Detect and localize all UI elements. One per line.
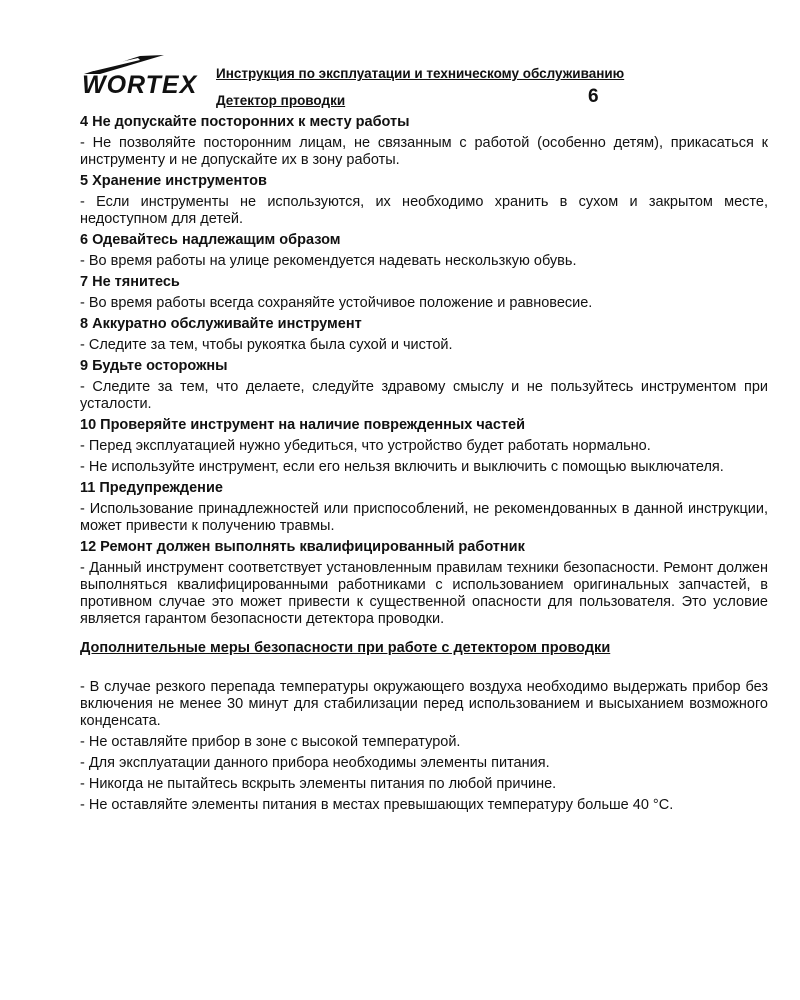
header-title: Инструкция по эксплуатации и техническому обслуживанию [216, 66, 625, 81]
section-heading: 5 Хранение инструментов [80, 173, 267, 189]
additional-paragraph: - Не оставляйте прибор в зоне с высокой температурой. [80, 734, 461, 750]
additional-paragraph: - Для эксплуатации данного прибора необходимы элементы питания. [80, 755, 550, 771]
section-paragraph: - Следите за тем, чтобы рукоятка была сухой и чистой. [80, 337, 453, 353]
section-paragraph: - Следите за тем, что делаете, следуйте здравому смыслу и не пользуйтесь инструментом при усталости. [80, 379, 768, 412]
section-paragraph: - Данный инструмент соответствует установленным правилам техники безопасности. Ремонт должен выполняться квалифицированными работниками с использованием оригинальных запчастей, в противном случае это может привести к существенной опасности для пользователя. Это условие является гарантом безопасности детектора проводки. [80, 560, 768, 627]
section-heading: 10 Проверяйте инструмент на наличие поврежденных частей [80, 417, 526, 433]
section-heading: 11 Предупреждение [80, 480, 223, 496]
section-paragraph: - Не позволяйте посторонним лицам, не связанным с работой (особенно детям), прикасаться к инструменту и не допускайте их в зону работы. [80, 135, 768, 168]
wortex-logo [80, 52, 210, 98]
additional-safety-heading: Дополнительные меры безопасности при работе с детектором проводки [80, 640, 611, 656]
section-paragraph: - Во время работы на улице рекомендуется надевать нескользкую обувь. [80, 253, 577, 269]
section-heading: 7 Не тянитесь [80, 274, 180, 290]
additional-paragraph: - Не оставляйте элементы питания в местах превышающих температуру больше 40 °С. [80, 797, 674, 813]
section-paragraph: - Перед эксплуатацией нужно убедиться, что устройство будет работать нормально. [80, 438, 651, 454]
wortex-logo-graphic [80, 52, 210, 98]
section-heading: 4 Не допускайте посторонних к месту работы [80, 114, 410, 130]
additional-paragraph: - В случае резкого перепада температуры окружающего воздуха необходимо выдержать прибор без включения не менее 30 минут для стабилизации перед использованием и высыханием возможного конденсата. [80, 679, 768, 729]
page-number: 6 [588, 86, 599, 107]
section-paragraph: - Использование принадлежностей или приспособлений, не рекомендованных в данной инструкции, может привести к получению травмы. [80, 501, 768, 534]
section-heading: 6 Одевайтесь надлежащим образом [80, 232, 341, 248]
section-paragraph: - Во время работы всегда сохраняйте устойчивое положение и равновесие. [80, 295, 593, 311]
header-subtitle: Детектор проводки [216, 93, 346, 108]
section-heading: 12 Ремонт должен выполнять квалифицированный работник [80, 539, 525, 555]
section-heading: 9 Будьте осторожны [80, 358, 228, 374]
section-heading: 8 Аккуратно обслуживайте инструмент [80, 316, 362, 332]
document-body [80, 114, 768, 818]
section-paragraph: - Если инструменты не используются, их необходимо хранить в сухом и закрытом месте, недоступном для детей. [80, 194, 768, 227]
svg-text:WORTEX: WORTEX [82, 71, 198, 98]
section-paragraph: - Не используйте инструмент, если его нельзя включить и выключить с помощью выключателя. [80, 459, 724, 475]
additional-paragraph: - Никогда не пытайтесь вскрыть элементы питания по любой причине. [80, 776, 557, 792]
